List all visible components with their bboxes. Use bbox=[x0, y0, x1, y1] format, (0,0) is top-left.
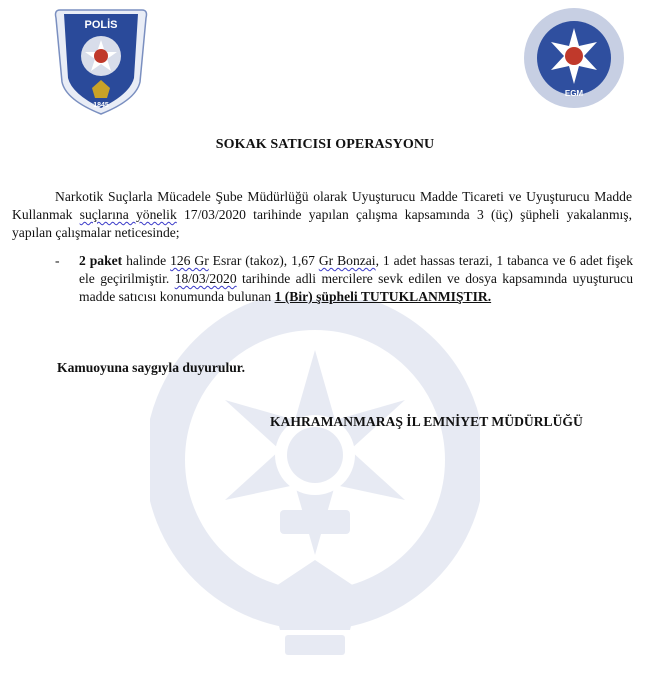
bullet-dash: - bbox=[55, 253, 60, 268]
bullet-bold-start: 2 paket bbox=[79, 253, 123, 268]
logo-right-center-text: EGM bbox=[564, 89, 584, 98]
bullet-text-2: Esrar (takoz), 1,67 bbox=[208, 253, 319, 268]
bullet-underlined-3: 18/03/2020 bbox=[174, 271, 237, 286]
bullet-text-4: tarihinde adli mercilere sevk edilen ve dosya kapsamında uyuşturucu madde satıcısı konumunda bulunan bbox=[79, 271, 633, 304]
egm-round-seal bbox=[522, 6, 626, 110]
bullet-bold-underlined: 1 (Bir) şüpheli TUTUKLANMIŞTIR. bbox=[274, 289, 492, 304]
bullet-underlined-2: Gr Bonzai bbox=[318, 253, 376, 268]
bullet-text bbox=[79, 252, 633, 306]
logo-left-year: 1845 bbox=[93, 102, 109, 109]
logo-left-top-text: POLİS bbox=[84, 19, 118, 31]
bullet-text-3: , 1 adet hassas terazi, 1 tabanca ve 6 adet fişek ele geçirilmiştir. bbox=[79, 253, 633, 286]
body-paragraph bbox=[12, 188, 632, 242]
paragraph-text-1: Narkotik Suçlarla Mücadele Şube Müdürlüğü olarak Uyuşturucu Madde Ticareti ve Uyuşturucu Madde Kullanmak bbox=[12, 189, 632, 222]
bullet-underlined-1: 126 Gr bbox=[170, 253, 209, 268]
signature-line: KAHRAMANMARAŞ İL EMNİYET MÜDÜRLÜĞÜ bbox=[270, 414, 583, 429]
closing-line: Kamuoyuna saygıyla duyurulur. bbox=[57, 360, 245, 375]
paragraph-text-2: 17/03/2020 tarihinde yapılan çalışma kapsamında 3 (üç) şüpheli yakalanmış, yapılan çalışmalar neticesinde; bbox=[12, 207, 632, 240]
police-shield-logo bbox=[52, 4, 150, 116]
document-title: SOKAK SATICISI OPERASYONU bbox=[215, 137, 435, 152]
police-emblem-watermark bbox=[150, 300, 480, 660]
bullet-text-1: halinde bbox=[122, 253, 171, 268]
paragraph-text-underlined: suçlarına yönelik bbox=[79, 207, 177, 222]
